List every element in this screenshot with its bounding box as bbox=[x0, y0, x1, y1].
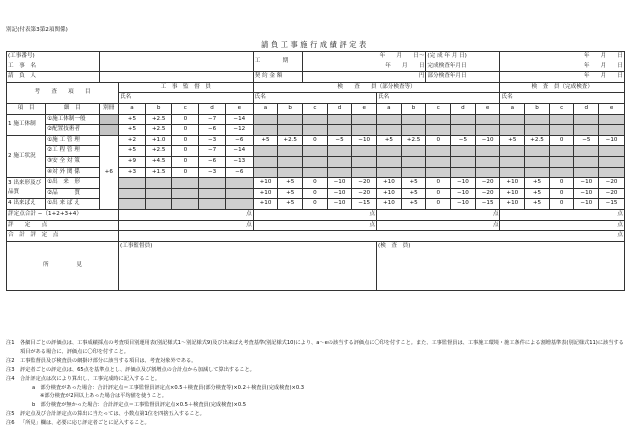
koumoku-2: 2 施工状況 bbox=[7, 135, 46, 177]
evaluation-table bbox=[6, 51, 625, 291]
score-b: +2.5 bbox=[145, 114, 172, 125]
kansei-kensa: 完成検査年月日 bbox=[426, 62, 500, 72]
koki-label: 工 期 bbox=[253, 52, 302, 72]
letter-d: d bbox=[327, 103, 352, 114]
saimoku: ①施工体制一般 bbox=[46, 114, 99, 125]
score-k3-e: −15 bbox=[599, 199, 625, 210]
score-k2-a: +10 bbox=[377, 199, 402, 210]
kansei-kensa-date: 年 月 日 bbox=[500, 62, 625, 72]
hyotei-kantoku: 点 bbox=[119, 220, 254, 231]
score-k3-b: +2.5 bbox=[525, 135, 550, 146]
score-k1-c: 0 bbox=[303, 188, 328, 199]
letter-b: b bbox=[278, 103, 303, 114]
score-k3-b: +5 bbox=[525, 199, 550, 210]
form-title: 請負工事施行成績評定表 bbox=[261, 40, 369, 49]
score-k3-d: −10 bbox=[574, 178, 599, 189]
koumoku-1: 1 施工体制 bbox=[7, 114, 46, 135]
score-b: +2.5 bbox=[145, 125, 172, 136]
score-k1-b: +5 bbox=[278, 178, 303, 189]
note-number: 注6 bbox=[6, 420, 15, 427]
saimoku: ①出 来 ば え bbox=[46, 199, 99, 210]
score-d: −3 bbox=[199, 167, 226, 178]
score-k2-e: −10 bbox=[475, 135, 500, 146]
letter-d: d bbox=[451, 103, 476, 114]
score-e: −14 bbox=[225, 114, 253, 125]
koki-from: 年 月 日～ bbox=[303, 52, 426, 62]
note-text: 合計評定点は次により算出し、工事完成時に記入すること。 bbox=[20, 375, 161, 382]
shimei-kantoku: 氏名 bbox=[119, 93, 254, 104]
score-k2-c: 0 bbox=[426, 188, 451, 199]
score-k2-a: +10 bbox=[377, 178, 402, 189]
score-a: +3 bbox=[119, 167, 146, 178]
score-k2-c: 0 bbox=[426, 199, 451, 210]
score-k3-c: 0 bbox=[549, 178, 574, 189]
score-k3-e: −20 bbox=[599, 178, 625, 189]
shoken-label: 所 見 bbox=[7, 241, 119, 290]
shimei-kensa-3: 氏名 bbox=[500, 93, 625, 104]
note-text: b 部分検査が無かった場合：合計評定点＝工事監督員評定点×0.5＋検査員(完成検査)×0.5 bbox=[32, 402, 247, 409]
kansei-ymd: (完 成 年 月 日) bbox=[426, 52, 500, 62]
score-k1-d: −10 bbox=[327, 178, 352, 189]
score-c: 0 bbox=[172, 156, 199, 167]
score-b: +1.5 bbox=[145, 167, 172, 178]
score-k3-d: −10 bbox=[574, 199, 599, 210]
score-k2-d: −10 bbox=[451, 188, 476, 199]
score-k1-c: 0 bbox=[303, 199, 328, 210]
koji-bango: (工事番号) bbox=[7, 52, 100, 62]
score-c: 0 bbox=[172, 114, 199, 125]
note-4a bbox=[6, 384, 625, 393]
score-k2-d: −10 bbox=[451, 199, 476, 210]
note-5 bbox=[6, 410, 625, 419]
betsurei-cell bbox=[99, 125, 119, 136]
hyotei-k3: 点 bbox=[500, 220, 625, 231]
score-k1-a: +10 bbox=[253, 188, 278, 199]
note-2 bbox=[6, 357, 625, 366]
letter-a: a bbox=[377, 103, 402, 114]
gokei-hyotei-value: 点 bbox=[119, 231, 625, 242]
letter-a: a bbox=[253, 103, 278, 114]
score-k1-d: −5 bbox=[327, 135, 352, 146]
score-b: +2.5 bbox=[145, 146, 172, 157]
note-number: 注3 bbox=[6, 366, 15, 373]
score-k3-a: +10 bbox=[500, 188, 525, 199]
table-row bbox=[7, 125, 625, 136]
shoken-kantoku-label: (工事監督員) bbox=[119, 241, 377, 251]
betsurei-cell bbox=[99, 114, 119, 125]
letter-a: a bbox=[119, 103, 146, 114]
score-k2-a: +10 bbox=[377, 188, 402, 199]
score-k1-e: −20 bbox=[352, 188, 377, 199]
hyotei-gokei-row bbox=[7, 209, 625, 220]
betsurei-header: 別冊 bbox=[99, 103, 119, 114]
score-k3-b: +5 bbox=[525, 188, 550, 199]
keiyaku-yen: 円 bbox=[303, 72, 426, 83]
notes bbox=[6, 339, 625, 428]
score-a: +5 bbox=[119, 146, 146, 157]
letter-d: d bbox=[199, 103, 226, 114]
score-k3-b: +5 bbox=[525, 178, 550, 189]
score-a: +2 bbox=[119, 135, 146, 146]
koji-mei: 工 事 名 bbox=[7, 62, 100, 72]
score-k2-b: +2.5 bbox=[401, 135, 426, 146]
bubun-kensa-date: 年 月 日 bbox=[500, 72, 625, 83]
note-text: 評定者ごとの評定点は、65点を基準点とし、評価点及び割増点の合計点から加減して算出すること。 bbox=[20, 366, 255, 373]
hyotei-row bbox=[7, 220, 625, 231]
gokei-hyotei-label: 合 計 評 定 点 bbox=[7, 231, 119, 242]
letter-c: c bbox=[172, 103, 199, 114]
saimoku: ①施 工 管 理 bbox=[46, 135, 99, 146]
ukeoi-nin: 請 負 人 bbox=[7, 72, 100, 83]
saimoku: ②工 程 管 理 bbox=[46, 146, 99, 157]
note-text: ※部分検査が2回以上あった場合は平均値を使うこと。 bbox=[40, 393, 167, 400]
saimoku: ④対 外 関 係 bbox=[46, 167, 99, 178]
letter-b: b bbox=[525, 103, 550, 114]
score-k2-a: +5 bbox=[377, 135, 402, 146]
score-a: +5 bbox=[119, 125, 146, 136]
note-4b bbox=[6, 401, 625, 410]
score-d: −7 bbox=[199, 114, 226, 125]
score-b: +1.0 bbox=[145, 135, 172, 146]
hyotei-gokei-k1: 点 bbox=[253, 209, 376, 220]
score-d: −6 bbox=[199, 125, 226, 136]
score-k3-a: +10 bbox=[500, 178, 525, 189]
score-c: 0 bbox=[172, 125, 199, 136]
score-k3-c: 0 bbox=[549, 188, 574, 199]
score-k1-a: +5 bbox=[253, 135, 278, 146]
note-number: 注1 bbox=[6, 340, 15, 346]
score-k2-e: −20 bbox=[475, 178, 500, 189]
letter-e: e bbox=[475, 103, 500, 114]
score-k2-d: −10 bbox=[451, 178, 476, 189]
score-k1-c: 0 bbox=[303, 135, 328, 146]
score-k2-e: −20 bbox=[475, 188, 500, 199]
letter-c: c bbox=[426, 103, 451, 114]
score-k3-c: 0 bbox=[549, 199, 574, 210]
score-k2-c: 0 bbox=[426, 135, 451, 146]
note-number: 注4 bbox=[6, 375, 15, 382]
score-k1-b: +5 bbox=[278, 199, 303, 210]
hyotei-gokei-k3: 点 bbox=[500, 209, 625, 220]
score-b: +4.5 bbox=[145, 156, 172, 167]
note-text: a 部分検査があった場合：合計評定点＝工事監督員評定点×0.5＋検査員(部分検査等)×0.2＋検査員(完成検査)×0.3 bbox=[32, 384, 305, 391]
score-k3-d: −10 bbox=[574, 188, 599, 199]
note-number: 注5 bbox=[6, 411, 15, 418]
score-k1-d: −10 bbox=[327, 199, 352, 210]
score-e: −6 bbox=[225, 135, 253, 146]
score-c: 0 bbox=[172, 167, 199, 178]
hyotei-label: 評 定 点 bbox=[7, 220, 119, 231]
score-k3-e: −10 bbox=[599, 135, 625, 146]
score-e: −6 bbox=[225, 167, 253, 178]
koji-mei-value bbox=[99, 62, 253, 72]
score-k3-a: +5 bbox=[500, 135, 525, 146]
betsurei-value: +6 bbox=[99, 135, 119, 209]
table-row bbox=[7, 135, 625, 146]
koumoku-3: 3 出来形及び品質 bbox=[7, 178, 46, 199]
keiyaku-kingaku: 契 約 金 額 bbox=[253, 72, 302, 83]
shoken-row bbox=[7, 241, 625, 251]
score-k1-a: +10 bbox=[253, 178, 278, 189]
score-k2-b: +5 bbox=[401, 178, 426, 189]
score-k1-b: +2.5 bbox=[278, 135, 303, 146]
score-c: 0 bbox=[172, 135, 199, 146]
score-k2-b: +5 bbox=[401, 199, 426, 210]
score-k2-e: −15 bbox=[475, 199, 500, 210]
note-text: 工事監督員及び検査員の網掛け部分に該当する項目は、考査対象外である。 bbox=[20, 357, 197, 364]
score-a: +9 bbox=[119, 156, 146, 167]
score-k3-a: +10 bbox=[500, 199, 525, 210]
shimei-kensa-2: 氏名 bbox=[377, 93, 500, 104]
saimoku: ③安 全 対 策 bbox=[46, 156, 99, 167]
note-4a-sub bbox=[6, 392, 625, 401]
saimoku-header: 細 目 bbox=[46, 103, 99, 114]
kensa-kansei-header: 検 査 員（完成検査） bbox=[500, 82, 625, 93]
score-e: −13 bbox=[225, 156, 253, 167]
letter-c: c bbox=[549, 103, 574, 114]
score-e: −12 bbox=[225, 125, 253, 136]
score-k1-b: +5 bbox=[278, 188, 303, 199]
note-3 bbox=[6, 366, 625, 375]
note-6 bbox=[6, 419, 625, 428]
hyotei-gokei-kantoku: 点 bbox=[119, 209, 254, 220]
table-row bbox=[7, 114, 625, 125]
saimoku: ①出 来 形 bbox=[46, 178, 99, 189]
hyotei-k1: 点 bbox=[253, 220, 376, 231]
letter-d: d bbox=[574, 103, 599, 114]
hyotei-k2: 点 bbox=[377, 220, 500, 231]
score-k2-b: +5 bbox=[401, 188, 426, 199]
score-a: +5 bbox=[119, 114, 146, 125]
koji-kantoku-header: 工 事 監 督 員 bbox=[119, 82, 254, 93]
score-d: −7 bbox=[199, 146, 226, 157]
form-reference: 別記(付表第3第2項関係) bbox=[6, 27, 68, 33]
score-c: 0 bbox=[172, 146, 199, 157]
letter-e: e bbox=[225, 103, 253, 114]
koumoku-4: 4 出来ばえ bbox=[7, 199, 46, 210]
kensa-bubun-header: 検 査 員（部分検査等） bbox=[253, 82, 500, 93]
koumoku-header: 項 目 bbox=[7, 103, 46, 114]
hyotei-gokei-label: 評定点合計 −（1+2+3+4） bbox=[7, 209, 119, 220]
score-k3-d: −5 bbox=[574, 135, 599, 146]
score-k1-e: −10 bbox=[352, 135, 377, 146]
kosa-koumoku-header: 考 査 項 目 bbox=[7, 82, 119, 103]
gokei-hyotei-row bbox=[7, 231, 625, 242]
score-k1-e: −15 bbox=[352, 199, 377, 210]
letter-b: b bbox=[145, 103, 172, 114]
score-k3-e: −20 bbox=[599, 188, 625, 199]
saimoku: ②配置技術者 bbox=[46, 125, 99, 136]
shimei-kensa-1: 氏名 bbox=[253, 93, 376, 104]
note-number: 注2 bbox=[6, 357, 15, 364]
kansei-ymd-date: 年 月 日 bbox=[500, 52, 625, 62]
score-d: −6 bbox=[199, 156, 226, 167]
letter-b: b bbox=[401, 103, 426, 114]
letter-e: e bbox=[599, 103, 625, 114]
hyotei-gokei-k2: 点 bbox=[377, 209, 500, 220]
ukeoi-nin-value bbox=[99, 72, 253, 83]
score-k1-a: +10 bbox=[253, 199, 278, 210]
score-k1-d: −10 bbox=[327, 188, 352, 199]
note-4 bbox=[6, 375, 625, 384]
score-k2-d: −5 bbox=[451, 135, 476, 146]
note-text: 各細目ごとの評価点は、工事成績採点の考査項目別運用表(別記様式1～別記様式9)及び出来ばえ考査基準(別記様式10)により、a～eの該当する評価点に〇印を付すこと。また、工事監督員は、工事施工環境・施工条件による割増基準表(別記様式11)に該当する項目がある場合に、評価点に〇印を付すこと。 bbox=[20, 340, 624, 355]
score-k3-c: 0 bbox=[549, 135, 574, 146]
letter-c: c bbox=[303, 103, 328, 114]
score-e: −14 bbox=[225, 146, 253, 157]
score-k2-c: 0 bbox=[426, 178, 451, 189]
score-d: −3 bbox=[199, 135, 226, 146]
note-text: 「所見」欄は、必要に応じ評定者ごとに記入すること。 bbox=[20, 420, 150, 427]
note-1 bbox=[6, 339, 625, 357]
shoken-kensa-label: (検 査 員) bbox=[377, 241, 625, 251]
koki-to: 年 月 日 bbox=[303, 62, 426, 72]
letter-a: a bbox=[500, 103, 525, 114]
score-k1-c: 0 bbox=[303, 178, 328, 189]
score-k1-e: −20 bbox=[352, 178, 377, 189]
bubun-kensa: 部分検査年月日 bbox=[426, 72, 500, 83]
note-text: 評定点及び合計評定点の算出に当たっては、小数点第1位を四捨五入すること。 bbox=[20, 411, 205, 418]
saimoku: ②品 質 bbox=[46, 188, 99, 199]
letter-e: e bbox=[352, 103, 377, 114]
